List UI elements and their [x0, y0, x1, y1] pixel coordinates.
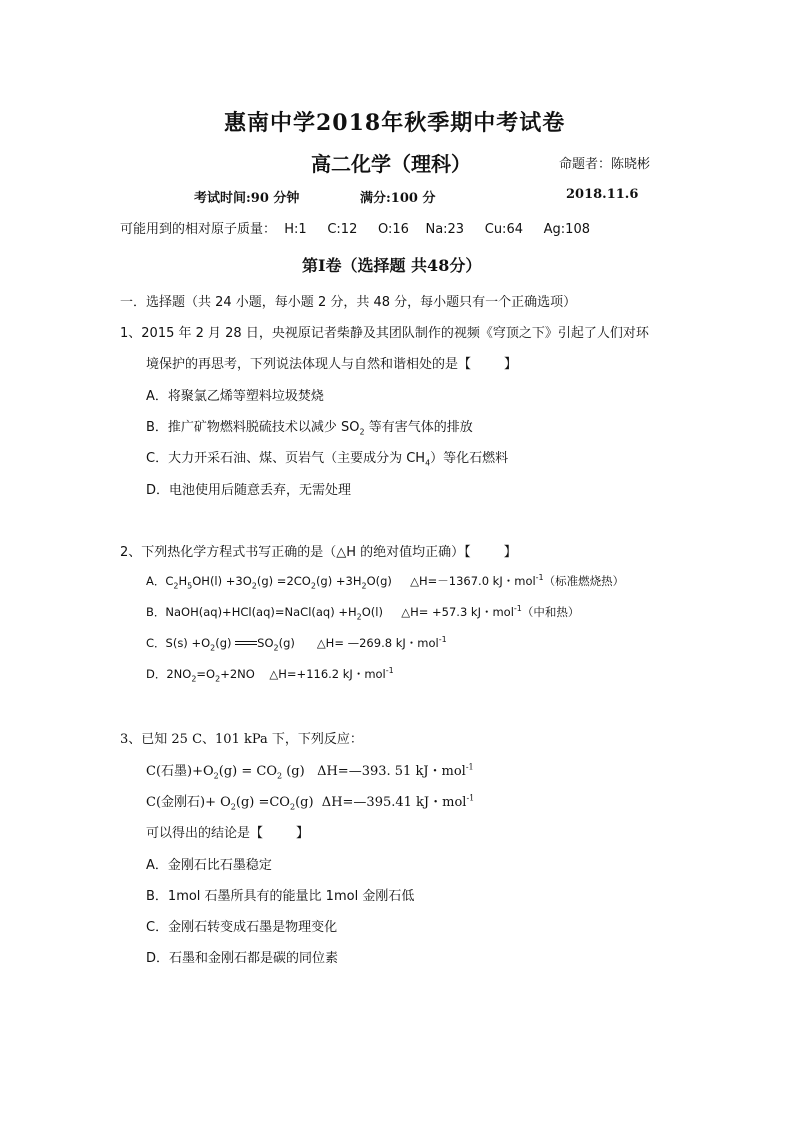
question-1-option-a: A．将聚氯乙烯等塑料垃圾焚烧	[146, 389, 324, 404]
question-1-option-d: D．电池使用后随意丢弃，无需处理	[146, 483, 352, 498]
exam-title: 惠南中学2018年秋季期中考试卷	[224, 110, 566, 136]
exam-score: 满分:100 分	[360, 191, 436, 206]
question-3-stem: 3、已知 25 C、101 kPa 下，下列反应：	[120, 732, 363, 747]
question-2-option-d: D．$2NO_2=O_2+2NO$ △H=+116.2 kJ・mol$^{-1}$	[146, 666, 394, 684]
question-3-option-d: D．石墨和金刚石都是碳的同位素	[146, 951, 339, 966]
equilibrium-arrow-icon	[235, 639, 257, 649]
question-3-reaction-1: C(石墨)$+O_2(g) = CO_2$ (g) ΔH=—393. 51 kJ・mol$^{-1}$	[146, 762, 474, 781]
question-3-option-c: C．金刚石转变成石墨是物理变化	[146, 920, 338, 935]
question-3-reaction-2: C(金刚石)+ $O_2(g) =CO_2(g)$ ΔH=—395.41 kJ・mol$^{-1}$	[146, 793, 475, 812]
question-2-option-b: B．NaOH(aq)+HCl(aq)=NaCl(aq) $+H_2O(l)$ △H= +57.3 kJ・mol$^{-1}$（中和热）	[146, 604, 580, 622]
question-2-stem: 2、下列热化学方程式书写正确的是（△H 的绝对值均正确）【 】	[120, 545, 517, 560]
exam-subtitle: 高二化学（理科）	[311, 152, 471, 176]
question-3-conclusion: 可以得出的结论是【 】	[146, 826, 310, 841]
question-2-option-a: A．$C_2H_5OH(l) +3O_2(g) =2CO_2(g) +3H_2O(g)$ △H=－1367.0 kJ・mol$^{-1}$（标准燃烧热）	[146, 573, 625, 591]
section-instructions: 一．选择题（共 24 小题，每小题 2 分，共 48 分，每小题只有一个正确选项）	[120, 295, 577, 310]
question-1-option-c: C．大力开采石油、煤、页岩气（主要成分为 $CH_4$）等化石燃料	[146, 451, 509, 468]
section-title: 第Ⅰ卷（选择题 共48分）	[302, 256, 482, 275]
question-1-stem-line2: 境保护的再思考，下列说法体现人与自然和谐相处的是【 】	[146, 357, 518, 372]
question-3-option-a: A．金刚石比石墨稳定	[146, 858, 272, 873]
question-1-stem-line1: 1、2015 年 2 月 28 日，央视原记者柴静及其团队制作的视频《穹顶之下》引起了人们对环	[120, 326, 649, 341]
exam-time: 考试时间:90 分钟	[194, 191, 300, 206]
question-2-option-c: C．$S(s) +O_2(g)$ $SO_2(g)$ △H= —269.8 kJ・mol$^{-1}$	[146, 635, 447, 653]
question-1-option-b: B．推广矿物燃料脱硫技术以减少 $SO_2$ 等有害气体的排放	[146, 420, 473, 437]
exam-author: 命题者：陈晓彬	[559, 157, 651, 172]
atomic-masses: 可能用到的相对原子质量： H:1 C:12 O:16 Na:23 Cu:64 Ag:108	[120, 222, 590, 237]
question-3-option-b: B．1mol 石墨所具有的能量比 1mol 金刚石低	[146, 889, 415, 904]
exam-date: 2018.11.6	[566, 187, 639, 202]
